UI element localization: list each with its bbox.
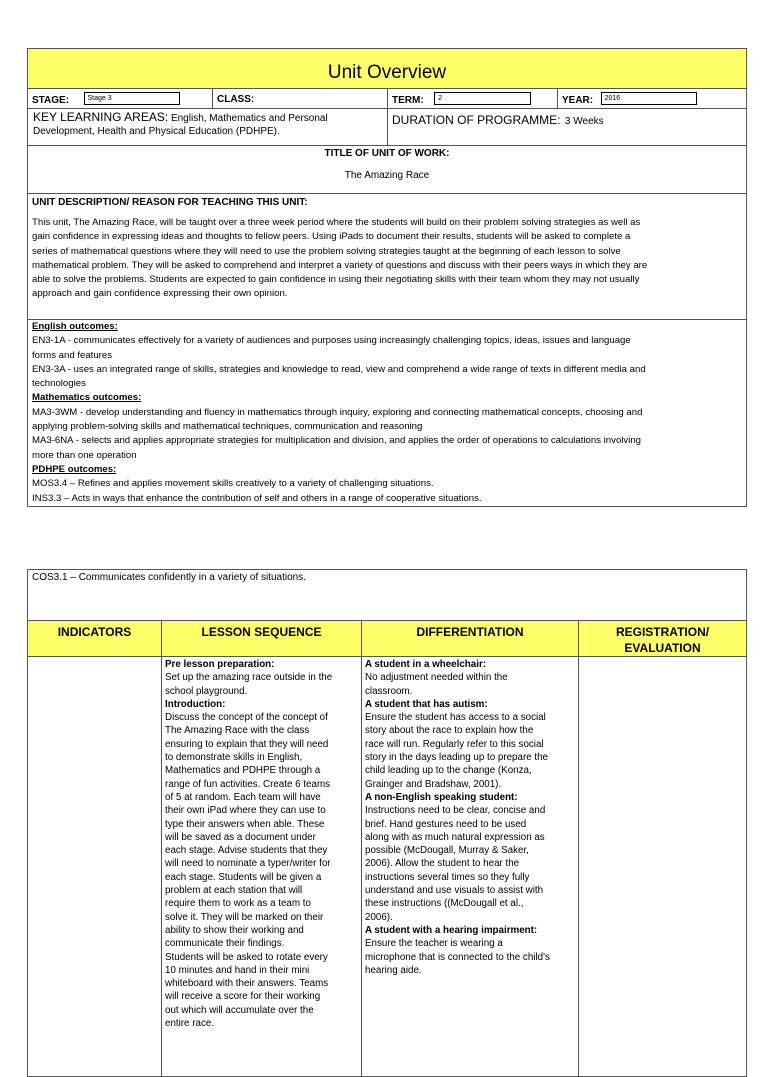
lesson-line: 10 minutes and hand in their mini — [165, 964, 310, 976]
differentiation-line: Ensure the teacher is wearing a — [365, 938, 503, 950]
lesson-line: Discuss the concept of the concept of — [165, 712, 328, 724]
lesson-line: solve it. They will be marked on their — [165, 911, 324, 923]
differentiation-line: Ensure the student has access to a social — [365, 712, 546, 724]
lesson-line: entire race. — [165, 1018, 215, 1030]
differentiation-line: A student in a wheelchair: — [365, 659, 487, 670]
lesson-line: school playground. — [165, 685, 248, 697]
lesson-line: Introduction: — [165, 698, 226, 710]
description-line: gain confidence in expressing ideas and thoughts to fellow peers. Using iPads to document their results, students will be asked to complete a — [32, 231, 631, 243]
outcomes — [32, 320, 742, 506]
pdhpe-outcomes-heading: PDHPE outcomes: — [32, 463, 117, 475]
term-field[interactable]: 2 — [434, 92, 531, 105]
unit-title-heading: TITLE OF UNIT OF WORK: — [324, 148, 450, 159]
lesson-line: will receive a score for their working — [165, 991, 321, 1003]
differentiation-line: classroom. — [365, 685, 413, 697]
outcome-line: more than one operation — [32, 449, 137, 461]
stage-label: STAGE: — [32, 95, 70, 106]
differentiation-line: A non-English speaking student: — [365, 791, 518, 803]
cos-outcome: COS3.1 – Communicates confidently in a variety of situations. — [28, 570, 747, 621]
lesson-line: require them to work as a team to — [165, 898, 311, 910]
key-learning-areas — [33, 111, 383, 138]
lesson-line: communicate their findings. — [165, 938, 285, 950]
lesson-line: each stage. Students will be given a — [165, 871, 322, 883]
outcome-line: INS3.3 – Acts in ways that enhance the contribution of self and others in a range of cooperative situations. — [32, 492, 482, 504]
description-line: able to solve the problems. Students are expected to gain confidence in using their negotiating skills with their team whom they may not usually — [32, 274, 640, 286]
lesson-line: type their answers when able. These — [165, 818, 325, 830]
description-line: series of mathematical questions where they will need to use the problem solving strategies taught at the beginning of each lesson to solve — [32, 245, 621, 257]
english-outcomes-heading: English outcomes: — [32, 321, 118, 332]
lesson-table — [27, 569, 747, 1077]
differentiation-cell — [362, 657, 579, 1077]
lesson-line: of 5 at random. Each team will have — [165, 791, 321, 803]
lesson-line: to demonstrate skills in English, — [165, 752, 303, 764]
outcome-line: MA3-3WM - develop understanding and fluency in mathematics through inquiry, exploring and connecting mathematical concepts, choosing and — [32, 406, 643, 418]
lesson-line: ensuring to explain that they will need — [165, 738, 329, 750]
outcome-line: forms and features — [32, 349, 112, 361]
lesson-line: problem at each station that will — [165, 885, 303, 897]
differentiation-line: child leading up to the change (Konza, — [365, 765, 532, 777]
kla-text-line2: Development, Health and Physical Education (PDHPE). — [33, 126, 280, 137]
lesson-line: will need to nominate a typer/writer for — [165, 858, 331, 870]
differentiation-line: No adjustment needed within the — [365, 672, 508, 684]
differentiation-line: A student that has autism: — [365, 698, 488, 710]
differentiation-line: Instructions need to be clear, concise and — [365, 805, 546, 817]
column-header-lesson-sequence: LESSON SEQUENCE — [162, 621, 362, 657]
description-line: approach and gain confidence expressing their own opinion. — [32, 288, 288, 300]
lesson-line: Pre lesson preparation: — [165, 659, 275, 670]
outcome-line: MOS3.4 – Refines and applies movement skills creatively to a variety of challenging situations. — [32, 478, 434, 490]
description-line: mathematical problem. They will be asked to comprehend and interpret a variety of questions and discuss with their peers ways in which they are — [32, 259, 648, 271]
differentiation-line: story in the days leading up to prepare the — [365, 752, 548, 764]
differentiation-line: understand and use visuals to assist with — [365, 885, 544, 897]
lesson-line: out which will accumulate over the — [165, 1004, 314, 1016]
lesson-line: each stage. Advise students that they — [165, 845, 328, 857]
kla-text-line1: English, Mathematics and Personal — [170, 113, 328, 124]
differentiation-line: possible (McDougall, Murray & Saker, — [365, 845, 529, 857]
differentiation-line: microphone that is connected to the child's — [365, 951, 550, 963]
outcome-line: applying problem-solving skills and mathematical techniques, communication and reasoning — [32, 421, 423, 433]
column-header-indicators: INDICATORS — [28, 621, 162, 657]
description-text — [32, 216, 742, 302]
differentiation-line: race will run. Regularly refer to this social — [365, 738, 544, 750]
differentiation-line: story about the race to explain how the — [365, 725, 534, 737]
stage-field[interactable]: Stage 3 — [84, 92, 180, 105]
page-title: Unit Overview — [28, 49, 747, 89]
lesson-line: range of fun activities. Create 6 teams — [165, 778, 330, 790]
differentiation-line: 2006). Allow the student to hear the — [365, 858, 520, 870]
column-header-registration-evaluation: REGISTRATION/ EVALUATION — [579, 621, 747, 657]
term-label: TERM: — [392, 95, 424, 106]
lesson-sequence-cell — [162, 657, 362, 1077]
registration-evaluation-cell — [579, 657, 747, 1077]
unit-overview-table — [27, 48, 747, 507]
differentiation-line: instructions several times so they fully — [365, 871, 530, 883]
lesson-line: their own iPad where they can use to — [165, 805, 326, 817]
differentiation-line: 2006). — [365, 911, 393, 923]
class-label: CLASS: — [217, 94, 255, 105]
differentiation-line: hearing aide. — [365, 964, 422, 976]
differentiation-line: these instructions ((McDougall et al., — [365, 898, 524, 910]
maths-outcomes-heading: Mathematics outcomes: — [32, 392, 142, 404]
outcome-line: EN3-3A - uses an integrated range of skills, strategies and knowledge to read, view and comprehend a wide range of texts in different media and — [32, 363, 646, 375]
duration-value: 3 Weeks — [564, 116, 604, 127]
outcome-line: EN3-1A - communicates effectively for a variety of audiences and purposes using increasingly challenging topics, ideas, issues and language — [32, 335, 631, 347]
year-label: YEAR: — [562, 95, 594, 106]
differentiation-line: A student with a hearing impairment: — [365, 924, 538, 936]
outcome-line: technologies — [32, 378, 86, 390]
year-field[interactable]: 2016 — [601, 92, 697, 105]
unit-title-value: The Amazing Race — [344, 170, 430, 181]
lesson-line: Students will be asked to rotate every — [165, 951, 328, 963]
differentiation-line: brief. Hand gestures need to be used — [365, 818, 527, 830]
lesson-line: Set up the amazing race outside in the — [165, 672, 333, 684]
kla-heading: KEY LEARNING AREAS: — [33, 110, 169, 124]
lesson-line: Mathematics and PDHPE through a — [165, 765, 321, 777]
lesson-line: ability to show their working and — [165, 924, 304, 936]
indicators-cell — [28, 657, 162, 1077]
lesson-line: whiteboard with their answers. Teams — [165, 978, 329, 990]
differentiation-line: along with as much natural expression as — [365, 831, 545, 843]
outcome-line: MA3-6NA - selects and applies appropriate strategies for multiplication and division, and applies the order of operations to calculations involving — [32, 435, 642, 447]
lesson-line: will be saved as a document under — [165, 831, 316, 843]
lesson-line: The Amazing Race with the class — [165, 725, 310, 737]
column-header-differentiation: DIFFERENTIATION — [362, 621, 579, 657]
duration-heading: DURATION OF PROGRAMME: — [392, 113, 561, 127]
description-heading: UNIT DESCRIPTION/ REASON FOR TEACHING THIS UNIT: — [32, 197, 308, 208]
differentiation-line: Grainger and Bradshaw, 2001). — [365, 778, 502, 790]
description-line: This unit, The Amazing Race, will be taught over a three week period where the students will build on their problem solving strategies as well as — [32, 217, 641, 228]
